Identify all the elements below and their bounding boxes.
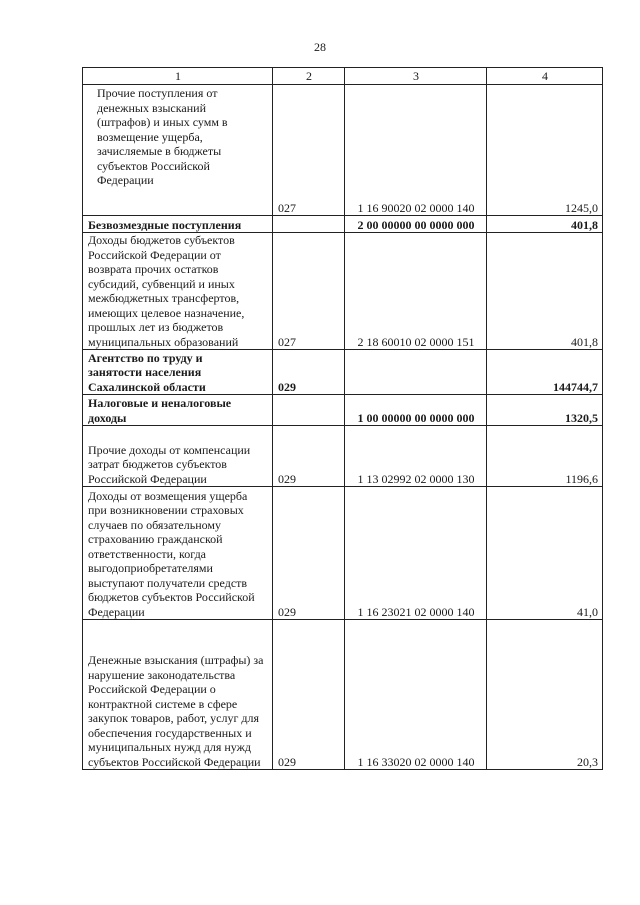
table-row [83, 85, 603, 216]
table-row [83, 426, 603, 487]
row-admin-code: 029 [273, 487, 345, 620]
row-admin-code: 027 [273, 233, 345, 350]
row-kbk: 1 00 00000 00 0000 000 [345, 395, 487, 426]
table-row [83, 350, 603, 395]
row-name: Агентство по труду и занятости населения Сахалинской области [83, 350, 273, 395]
row-admin-code: 027 [273, 85, 345, 216]
row-name: Денежные взыскания (штрафы) за нарушение законодательства Российской Федерации о контрактной системе в сфере закупок товаров, работ, услуг для обеспечения государственных и муниципальных нужд для нужд субъектов Российской Федерации [83, 620, 273, 770]
table-header-row [83, 68, 603, 85]
row-amount: 20,3 [487, 620, 603, 770]
row-amount: 401,8 [487, 216, 603, 233]
row-amount: 1196,6 [487, 426, 603, 487]
row-amount: 1245,0 [487, 85, 603, 216]
row-name: Доходы бюджетов субъектов Российской Федерации от возврата прочих остатков субсидий, субвенций и иных межбюджетных трансфертов, имеющих целевое назначение, прошлых лет из бюджетов муниципальных образований [83, 233, 273, 350]
table-row [83, 620, 603, 770]
row-kbk [345, 350, 487, 395]
row-amount: 1320,5 [487, 395, 603, 426]
row-kbk: 1 16 90020 02 0000 140 [345, 85, 487, 216]
row-kbk: 2 00 00000 00 0000 000 [345, 216, 487, 233]
column-header-2: 2 [273, 68, 345, 85]
row-name: Прочие доходы от компенсации затрат бюджетов субъектов Российской Федерации [83, 426, 273, 487]
row-admin-code [273, 216, 345, 233]
row-admin-code [273, 395, 345, 426]
row-amount: 144744,7 [487, 350, 603, 395]
row-admin-code: 029 [273, 426, 345, 487]
table-row [83, 216, 603, 233]
row-name: Безвозмездные поступления [83, 216, 273, 233]
column-header-1: 1 [83, 68, 273, 85]
table-row [83, 395, 603, 426]
row-kbk: 2 18 60010 02 0000 151 [345, 233, 487, 350]
row-kbk: 1 16 23021 02 0000 140 [345, 487, 487, 620]
table-row [83, 487, 603, 620]
row-admin-code: 029 [273, 350, 345, 395]
page-number: 28 [314, 40, 326, 54]
row-amount: 41,0 [487, 487, 603, 620]
row-admin-code: 029 [273, 620, 345, 770]
row-kbk: 1 13 02992 02 0000 130 [345, 426, 487, 487]
row-kbk: 1 16 33020 02 0000 140 [345, 620, 487, 770]
row-name: Налоговые и неналоговые доходы [83, 395, 273, 426]
row-name: Доходы от возмещения ущерба при возникновении страховых случаев по обязательному страхованию гражданской ответственности, когда выгодоприобретателями выступают получатели средств бюджетов субъектов Российской Федерации [83, 487, 273, 620]
column-header-3: 3 [345, 68, 487, 85]
row-name: Прочие поступления от денежных взысканий (штрафов) и иных сумм в возмещение ущерба, зачисляемые в бюджеты субъектов Российской Федерации [83, 85, 273, 216]
table-row [83, 233, 603, 350]
row-amount: 401,8 [487, 233, 603, 350]
column-header-4: 4 [487, 68, 603, 85]
revenue-table [82, 67, 603, 770]
